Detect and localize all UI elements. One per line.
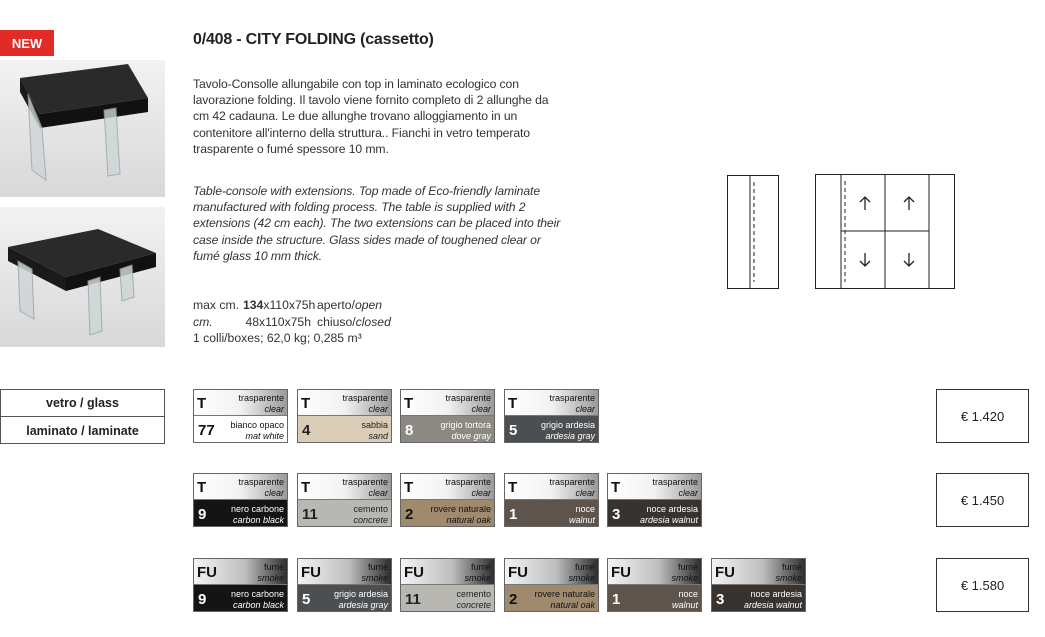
glass-name-it: fumé bbox=[470, 562, 491, 572]
glass-name-it: trasparente bbox=[445, 393, 491, 403]
glass-name-en: clear bbox=[264, 487, 284, 498]
laminate-name bbox=[569, 504, 595, 525]
glass-name-it: trasparente bbox=[445, 477, 491, 487]
laminate-name-it: cemento bbox=[353, 504, 388, 514]
table-closed-image bbox=[0, 60, 165, 197]
laminate-name bbox=[430, 504, 491, 525]
finish-swatch bbox=[504, 558, 599, 612]
laminate-code: 8 bbox=[405, 422, 414, 439]
description-italian: Tavolo-Consolle allungabile con top in laminato ecologico con lavorazione folding. Il tavolo viene fornito completo di 2 allunghe da cm 42 cadauna. Le due allunghe trovano alloggiamento in un contenitore all'interno della struttura.. Fianchi in vetro temperato trasparente o fumé spessore 10 mm. bbox=[193, 77, 549, 156]
laminate-name-it: noce bbox=[575, 504, 595, 514]
glass-name bbox=[464, 562, 491, 583]
laminate-name-it: grigio tortora bbox=[440, 420, 491, 430]
glass-name-en: clear bbox=[368, 403, 388, 414]
glass-name-it: fumé bbox=[677, 562, 698, 572]
state-en: closed bbox=[355, 314, 391, 329]
dimension-size-rest: x110x75h bbox=[263, 298, 316, 312]
glass-name-en: clear bbox=[368, 487, 388, 498]
glass-code: T bbox=[404, 479, 414, 496]
glass-name bbox=[238, 393, 284, 414]
laminate-label: laminato / laminate bbox=[26, 423, 139, 438]
glass-code: T bbox=[301, 479, 311, 496]
glass-finish bbox=[505, 474, 598, 499]
glass-finish bbox=[401, 390, 494, 415]
laminate-name-en: ardesia gray bbox=[338, 599, 388, 610]
finish-swatch bbox=[297, 558, 392, 612]
glass-finish bbox=[298, 474, 391, 499]
glass-name-it: trasparente bbox=[549, 393, 595, 403]
dimension-closed bbox=[193, 314, 391, 331]
glass-name bbox=[257, 562, 284, 583]
glass-name bbox=[445, 393, 491, 414]
laminate-name bbox=[361, 420, 388, 441]
glass-name-en: smoke bbox=[671, 572, 698, 583]
glass-name bbox=[568, 562, 595, 583]
laminate-name-en: ardesia walnut bbox=[639, 514, 698, 525]
dimension-size: 48x110x75h bbox=[245, 314, 311, 329]
finish-swatch bbox=[193, 558, 288, 612]
glass-name bbox=[342, 477, 388, 498]
laminate-finish bbox=[505, 499, 598, 527]
glass-name bbox=[775, 562, 802, 583]
laminate-name-en: concrete bbox=[353, 514, 388, 525]
finish-swatch bbox=[711, 558, 806, 612]
laminate-name bbox=[334, 589, 388, 610]
finish-swatch bbox=[504, 389, 599, 443]
laminate-name-en: natural oak bbox=[550, 599, 595, 610]
laminate-code: 3 bbox=[612, 506, 621, 523]
glass-name-en: smoke bbox=[775, 572, 802, 583]
laminate-name-en: mat white bbox=[245, 430, 284, 441]
dimensions bbox=[193, 297, 391, 347]
laminate-finish bbox=[401, 584, 494, 612]
dimension-label: max cm. bbox=[193, 298, 240, 312]
laminate-finish bbox=[505, 584, 598, 612]
state-it: aperto/ bbox=[317, 298, 355, 312]
glass-finish bbox=[505, 390, 598, 415]
laminate-finish bbox=[401, 499, 494, 527]
laminate-finish bbox=[298, 584, 391, 612]
laminate-name bbox=[231, 589, 284, 610]
glass-label: vetro / glass bbox=[1, 390, 164, 417]
laminate-name bbox=[534, 589, 595, 610]
laminate-name-en: carbon black bbox=[232, 514, 284, 525]
laminate-code: 3 bbox=[716, 591, 725, 608]
packaging-text: 1 colli/boxes; 62,0 kg; 0,285 m³ bbox=[193, 331, 362, 345]
glass-name-it: trasparente bbox=[238, 477, 284, 487]
laminate-name-en: sand bbox=[368, 430, 388, 441]
glass-name-en: clear bbox=[678, 487, 698, 498]
finish-swatch bbox=[193, 389, 288, 443]
laminate-finish bbox=[194, 499, 287, 527]
glass-name-it: fumé bbox=[367, 562, 388, 572]
product-photo-open bbox=[0, 207, 165, 347]
laminate-finish bbox=[194, 415, 287, 443]
laminate-code: 2 bbox=[405, 506, 414, 523]
diagram-closed-drawing bbox=[728, 176, 778, 288]
glass-finish bbox=[298, 559, 391, 584]
laminate-name-en: walnut bbox=[568, 514, 595, 525]
laminate-name-it: grigio ardesia bbox=[333, 589, 388, 599]
laminate-code: 11 bbox=[302, 506, 318, 523]
finish-swatch bbox=[400, 473, 495, 527]
glass-code: FU bbox=[715, 564, 735, 581]
glass-code: FU bbox=[197, 564, 217, 581]
finish-swatch bbox=[504, 473, 599, 527]
laminate-code: 77 bbox=[198, 422, 215, 439]
dimension-open bbox=[193, 297, 391, 314]
glass-name-en: smoke bbox=[464, 572, 491, 583]
glass-finish bbox=[194, 559, 287, 584]
laminate-name bbox=[744, 589, 802, 610]
glass-code: T bbox=[301, 395, 311, 412]
glass-name-en: smoke bbox=[257, 572, 284, 583]
laminate-name-en: carbon black bbox=[232, 599, 284, 610]
glass-name-en: smoke bbox=[361, 572, 388, 583]
new-badge: NEW bbox=[0, 30, 54, 56]
laminate-code: 5 bbox=[509, 422, 518, 439]
laminate-finish bbox=[712, 584, 805, 612]
glass-name-en: smoke bbox=[568, 572, 595, 583]
laminate-code: 2 bbox=[509, 591, 518, 608]
glass-code: T bbox=[611, 479, 621, 496]
laminate-name-it: noce bbox=[678, 589, 698, 599]
glass-finish bbox=[505, 559, 598, 584]
glass-finish bbox=[298, 390, 391, 415]
laminate-code: 9 bbox=[198, 506, 207, 523]
state-it: chiuso/ bbox=[317, 314, 356, 329]
glass-code: T bbox=[508, 395, 518, 412]
glass-name-it: trasparente bbox=[652, 477, 698, 487]
glass-finish bbox=[194, 390, 287, 415]
finish-swatch bbox=[297, 473, 392, 527]
finish-swatch bbox=[193, 473, 288, 527]
glass-name bbox=[361, 562, 388, 583]
glass-code: T bbox=[508, 479, 518, 496]
price-box: € 1.420 bbox=[936, 389, 1029, 443]
glass-code: FU bbox=[404, 564, 424, 581]
finish-swatch bbox=[400, 558, 495, 612]
laminate-name bbox=[230, 420, 284, 441]
glass-name bbox=[549, 393, 595, 414]
glass-name-en: clear bbox=[575, 487, 595, 498]
laminate-name-it: nero carbone bbox=[230, 504, 284, 514]
laminate-finish bbox=[608, 584, 701, 612]
glass-code: FU bbox=[611, 564, 631, 581]
laminate-name bbox=[640, 504, 698, 525]
material-labels bbox=[0, 389, 165, 444]
glass-name bbox=[445, 477, 491, 498]
glass-name-it: fumé bbox=[781, 562, 802, 572]
laminate-finish bbox=[194, 584, 287, 612]
glass-finish bbox=[401, 474, 494, 499]
laminate-finish bbox=[608, 499, 701, 527]
laminate-name-it: rovere naturale bbox=[430, 504, 491, 514]
laminate-code: 9 bbox=[198, 591, 207, 608]
packaging-info bbox=[193, 330, 391, 347]
laminate-name-it: noce ardesia bbox=[750, 589, 802, 599]
finish-swatch bbox=[607, 558, 702, 612]
finish-swatch bbox=[607, 473, 702, 527]
product-photo-closed bbox=[0, 60, 165, 197]
laminate-name bbox=[231, 504, 284, 525]
dimension-length-max: 134 bbox=[243, 298, 264, 312]
glass-name-it: trasparente bbox=[549, 477, 595, 487]
glass-name-en: clear bbox=[264, 403, 284, 414]
laminate-name bbox=[353, 504, 388, 525]
finish-swatch bbox=[400, 389, 495, 443]
glass-name bbox=[549, 477, 595, 498]
glass-name-it: fumé bbox=[263, 562, 284, 572]
laminate-finish bbox=[298, 499, 391, 527]
glass-name-it: trasparente bbox=[342, 477, 388, 487]
glass-finish bbox=[608, 474, 701, 499]
glass-name-it: trasparente bbox=[342, 393, 388, 403]
laminate-name-it: sabbia bbox=[361, 420, 388, 430]
dimension-label: cm. bbox=[193, 314, 213, 329]
description-english: Table-console with extensions. Top made of Eco-friendly laminate manufactured with folding process. The table is supplied with 2 extensions (42 cm each). The two extensions can be placed into their case inside the structure. Glass sides made of toughened clear or fumé glass 10 mm thick. bbox=[193, 184, 561, 263]
price-box: € 1.450 bbox=[936, 473, 1029, 527]
laminate-code: 1 bbox=[509, 506, 518, 523]
glass-name bbox=[342, 393, 388, 414]
glass-code: T bbox=[404, 395, 414, 412]
laminate-name bbox=[672, 589, 698, 610]
laminate-code: 1 bbox=[612, 591, 621, 608]
glass-name-en: clear bbox=[471, 487, 491, 498]
glass-name bbox=[671, 562, 698, 583]
laminate-name bbox=[440, 420, 491, 441]
laminate-name-it: bianco opaco bbox=[230, 420, 284, 430]
laminate-name-it: nero carbone bbox=[230, 589, 284, 599]
state-en: open bbox=[354, 298, 383, 312]
glass-finish bbox=[194, 474, 287, 499]
laminate-name-en: concrete bbox=[456, 599, 491, 610]
laminate-code: 11 bbox=[405, 591, 421, 608]
laminate-code: 4 bbox=[302, 422, 311, 439]
laminate-finish bbox=[298, 415, 391, 443]
table-open-image bbox=[0, 207, 165, 347]
glass-code: T bbox=[197, 395, 207, 412]
laminate-name-it: cemento bbox=[456, 589, 491, 599]
glass-finish bbox=[608, 559, 701, 584]
glass-code: FU bbox=[301, 564, 321, 581]
laminate-name-en: ardesia walnut bbox=[743, 599, 802, 610]
laminate-name-en: ardesia gray bbox=[545, 430, 595, 441]
glass-name bbox=[652, 477, 698, 498]
glass-name-en: clear bbox=[575, 403, 595, 414]
glass-name-it: trasparente bbox=[238, 393, 284, 403]
laminate-name-it: noce ardesia bbox=[646, 504, 698, 514]
price-box: € 1.580 bbox=[936, 558, 1029, 612]
laminate-name bbox=[456, 589, 491, 610]
product-title: 0/408 - CITY FOLDING (cassetto) bbox=[193, 31, 434, 48]
glass-code: T bbox=[197, 479, 207, 496]
laminate-name-en: natural oak bbox=[446, 514, 491, 525]
glass-name bbox=[238, 477, 284, 498]
laminate-name-en: walnut bbox=[671, 599, 698, 610]
glass-finish bbox=[401, 559, 494, 584]
diagram-closed bbox=[727, 175, 779, 289]
diagram-open bbox=[815, 174, 955, 289]
laminate-finish bbox=[401, 415, 494, 443]
laminate-name-it: grigio ardesia bbox=[540, 420, 595, 430]
laminate-name-en: dove gray bbox=[451, 430, 491, 441]
laminate-finish bbox=[505, 415, 598, 443]
diagram-open-drawing bbox=[816, 175, 954, 288]
glass-name-en: clear bbox=[471, 403, 491, 414]
glass-code: FU bbox=[508, 564, 528, 581]
laminate-name bbox=[541, 420, 595, 441]
finish-swatch bbox=[297, 389, 392, 443]
glass-finish bbox=[712, 559, 805, 584]
glass-name-it: fumé bbox=[574, 562, 595, 572]
laminate-code: 5 bbox=[302, 591, 311, 608]
laminate-name-it: rovere naturale bbox=[534, 589, 595, 599]
